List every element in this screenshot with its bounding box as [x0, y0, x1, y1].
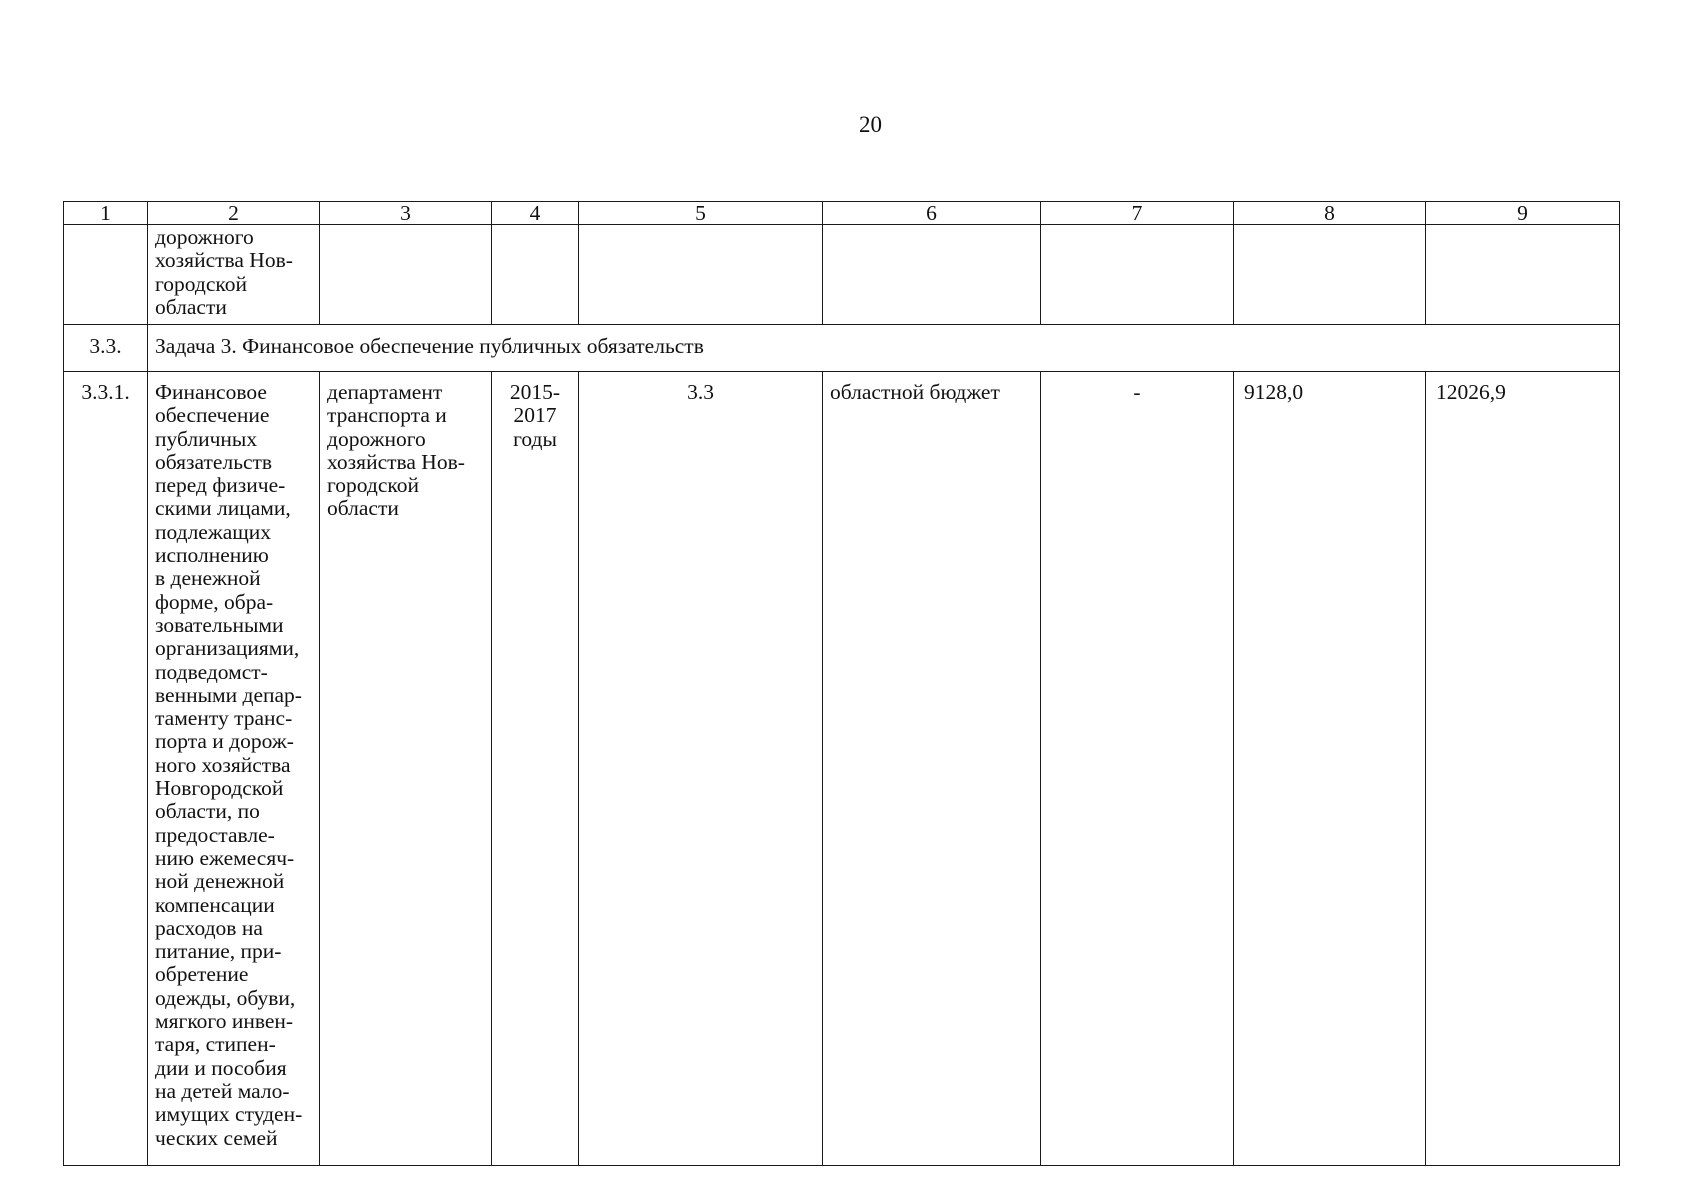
header-cell-6: 6: [823, 202, 1041, 225]
header-cell-3: 3: [320, 202, 492, 225]
page-number: 20: [859, 112, 882, 137]
task-number: 3.3.: [64, 325, 148, 372]
continuation-cell-7: [1041, 225, 1234, 325]
header-cell-1: 1: [64, 202, 148, 225]
activity-value-col7: -: [1041, 372, 1234, 1166]
header-cell-2: 2: [148, 202, 320, 225]
continuation-cell-6: [823, 225, 1041, 325]
header-cell-9: 9: [1426, 202, 1620, 225]
task-row: [64, 325, 1620, 372]
continuation-row: [64, 225, 1620, 325]
activity-executor: департамент транспорта и дорожного хозяйства Нов- городской области: [320, 372, 492, 1166]
header-cell-5: 5: [579, 202, 823, 225]
continuation-cell-5: [579, 225, 823, 325]
task-title: Задача 3. Финансовое обеспечение публичных обязательств: [148, 325, 1620, 372]
activity-value-col8: 9128,0: [1234, 372, 1426, 1166]
activity-description: Финансовое обеспечение публичных обязательств перед физиче- скими лицами, подлежащих исполнению в денежной форме, обра- зовательными организациями, подведомст- венными депар- таменту транс- порта и дорож- ного хозяйства Новгородской области, по предоставле- нию ежемесяч- ной денежной компенсации расходов на питание, при- обретение одежды, обуви, мягкого инвен- таря, стипен- дии и пособия на детей мало- имущих студен- ческих семей: [148, 372, 320, 1166]
table-header-row: [64, 202, 1620, 225]
activity-period: 2015- 2017 годы: [492, 372, 579, 1166]
program-activities-table: [63, 201, 1620, 1166]
activity-value-col9: 12026,9: [1426, 372, 1620, 1166]
continuation-executor-text: дорожного хозяйства Нов- городской области: [148, 225, 320, 325]
activity-row: [64, 372, 1620, 1166]
activity-number: 3.3.1.: [64, 372, 148, 1166]
activity-funding-source: областной бюджет: [823, 372, 1041, 1166]
continuation-cell-4: [492, 225, 579, 325]
activity-target-indicator: 3.3: [579, 372, 823, 1166]
header-cell-8: 8: [1234, 202, 1426, 225]
continuation-cell-3: [320, 225, 492, 325]
header-cell-4: 4: [492, 202, 579, 225]
continuation-cell-8: [1234, 225, 1426, 325]
continuation-cell-9: [1426, 225, 1620, 325]
header-cell-7: 7: [1041, 202, 1234, 225]
continuation-cell-1: [64, 225, 148, 325]
